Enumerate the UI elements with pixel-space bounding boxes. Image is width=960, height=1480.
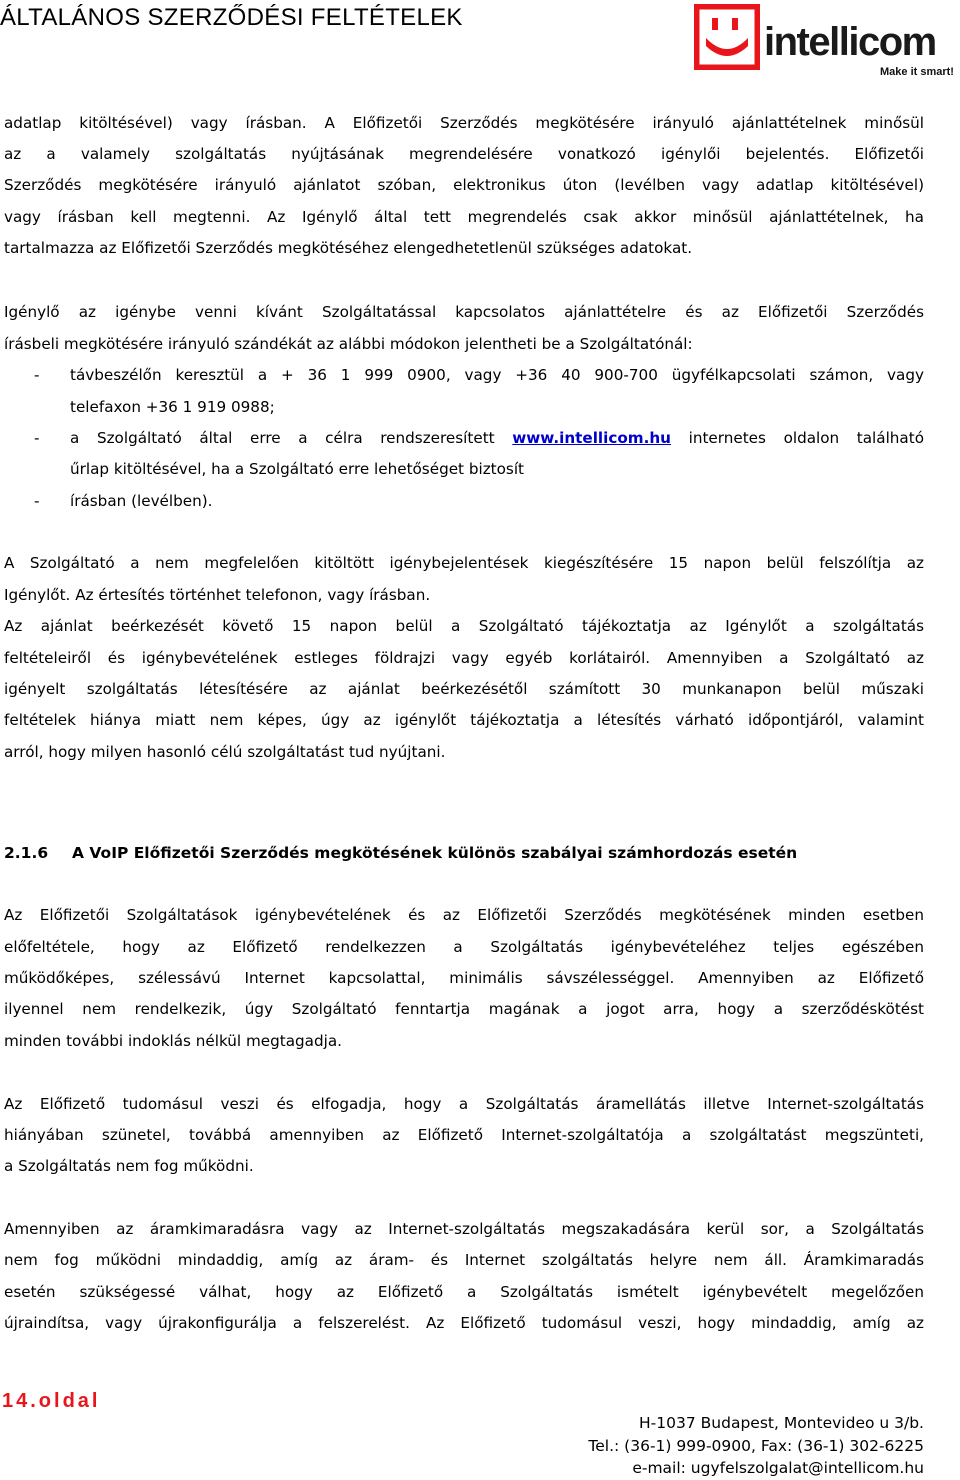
text-line: feltételeiről és igénybevételének estleges földrajzi vagy egyéb korlátairól. Amennyiben a Szolgáltató az <box>4 649 924 667</box>
text-line: az a valamely szolgáltatás nyújtásának megrendelésére vonatkozó igénylői bejelentés. Előfizetői <box>4 145 924 163</box>
text-line: Az Előfizetői Szolgáltatások igénybevételének és az Előfizetői Szerződés megkötésének minden esetben <box>4 906 924 924</box>
text-line: minden további indoklás nélkül megtagadja. <box>4 1032 342 1050</box>
text-line: tartalmazza az Előfizetői Szerződés megkötéséhez elengedhetetlenül szükséges adatokat. <box>4 239 693 257</box>
intellicom-website-link[interactable]: www.intellicom.hu <box>512 429 671 447</box>
list-item: írásban (levélben). <box>70 492 213 510</box>
text-line: a Szolgáltatás nem fog működni. <box>4 1157 254 1175</box>
list-item-continuation: űrlap kitöltésével, ha a Szolgáltató erre lehetőséget biztosít <box>70 460 525 478</box>
text-line: ilyennel nem rendelkezik, úgy Szolgáltató fenntartja magának a jogot arra, hogy a szerződéskötést <box>4 1000 924 1018</box>
list-bullet: - <box>34 429 40 447</box>
text-line: hiányában szünetel, továbbá amennyiben az Előfizető Internet-szolgáltatója a szolgáltatást megszünteti, <box>4 1126 924 1144</box>
footer-contact <box>588 1412 924 1480</box>
list-item-continuation: telefaxon +36 1 919 0988; <box>70 398 275 416</box>
text-line: nem fog működni mindaddig, amíg az áram- és Internet szolgáltatás helyre nem áll. Áramkimaradás <box>4 1251 924 1269</box>
text-line: vagy írásban kell megtenni. Az Igénylő által tett megrendelés csak akkor minősül ajánlattételnek, ha <box>4 208 924 226</box>
section-heading <box>4 838 797 869</box>
text-line: igényelt szolgáltatás létesítésére az ajánlat beérkezésétől számított 30 munkanapon belül műszaki <box>4 680 924 698</box>
text-line: újraindítsa, vagy újrakonfigurálja a felszerelést. Az Előfizető tudomásul veszi, hogy mindaddig, amíg az <box>4 1314 924 1332</box>
text-line: előfeltétele, hogy az Előfizető rendelkezzen a Szolgáltatás igénybevételéhez teljes egészében <box>4 938 924 956</box>
text-line: Amennyiben az áramkimaradásra vagy az Internet-szolgáltatás megszakadására kerül sor, a Szolgáltatás <box>4 1220 924 1238</box>
intellicom-logo-icon <box>694 4 760 70</box>
text-line: Szerződés megkötésére irányuló ajánlatot szóban, elektronikus úton (levélben vagy adatlap kitöltésével) <box>4 176 924 194</box>
logo-slogan: Make it smart! <box>880 66 954 78</box>
text-line: esetén szükségessé válhat, hogy az Előfizető a Szolgáltatás ismételt igénybevételt megelőzően <box>4 1283 924 1301</box>
text-line: Az Előfizető tudomásul veszi és elfogadja, hogy a Szolgáltatás áramellátás illetve Internet-szolgáltatás <box>4 1095 924 1113</box>
text-line: A Szolgáltató a nem megfelelően kitöltött igénybejelentések kiegészítésére 15 napon belül felszólítja az <box>4 554 924 572</box>
intellicom-logo <box>694 4 960 80</box>
list-item: távbeszélőn keresztül a + 36 1 999 0900, vagy +36 40 900-700 ügyfélkapcsolati számon, vagy <box>70 366 924 384</box>
list-item <box>70 423 924 454</box>
section-number: 2.1.6 <box>4 844 49 862</box>
text-line: arról, hogy milyen hasonló célú szolgáltatást tud nyújtani. <box>4 743 446 761</box>
list-bullet: - <box>34 366 40 384</box>
text-line: Az ajánlat beérkezését követő 15 napon belül a Szolgáltató tájékoztatja az Igénylőt a szolgáltatás <box>4 617 924 635</box>
text-line: adatlap kitöltésével) vagy írásban. A Előfizetői Szerződés megkötésére irányuló ajánlattételnek minősül <box>4 114 924 132</box>
section-title: A VoIP Előfizetői Szerződés megkötésének különös szabályai számhordozás esetén <box>72 844 798 862</box>
text-line: Igénylőt. Az értesítés történhet telefonon, vagy írásban. <box>4 586 431 604</box>
list-bullet: - <box>34 492 40 510</box>
text-line: írásbeli megkötésére irányuló szándékát az alábbi módokon jelentheti be a Szolgáltatónál: <box>4 335 693 353</box>
footer-address: H-1037 Budapest, Montevideo u 3/b. <box>639 1414 924 1432</box>
logo-wordmark: intellicom <box>764 20 936 64</box>
text-line: Igénylő az igénybe venni kívánt Szolgáltatással kapcsolatos ajánlattételre és az Előfizetői Szerződés <box>4 303 924 321</box>
footer-email: e-mail: ugyfelszolgalat@intellicom.hu <box>632 1459 924 1478</box>
text-line: feltételek hiánya miatt nem képes, úgy az igénylőt tájékoztatja a létesítés várható időpontjáról, valamint <box>4 711 924 729</box>
page-number: 14.oldal <box>2 1390 101 1412</box>
footer-phone: Tel.: (36-1) 999-0900, Fax: (36-1) 302-6225 <box>588 1436 924 1455</box>
text-line: működőképes, szélessávú Internet kapcsolattal, minimális sávszélességgel. Amennyiben az Előfizető <box>4 969 924 987</box>
list-item-text: internetes oldalon található <box>671 429 924 447</box>
list-item-text: a Szolgáltató által erre a célra rendszeresített <box>70 429 513 447</box>
document-title: ÁLTALÁNOS SZERZŐDÉSI FELTÉTELEK <box>0 4 463 31</box>
